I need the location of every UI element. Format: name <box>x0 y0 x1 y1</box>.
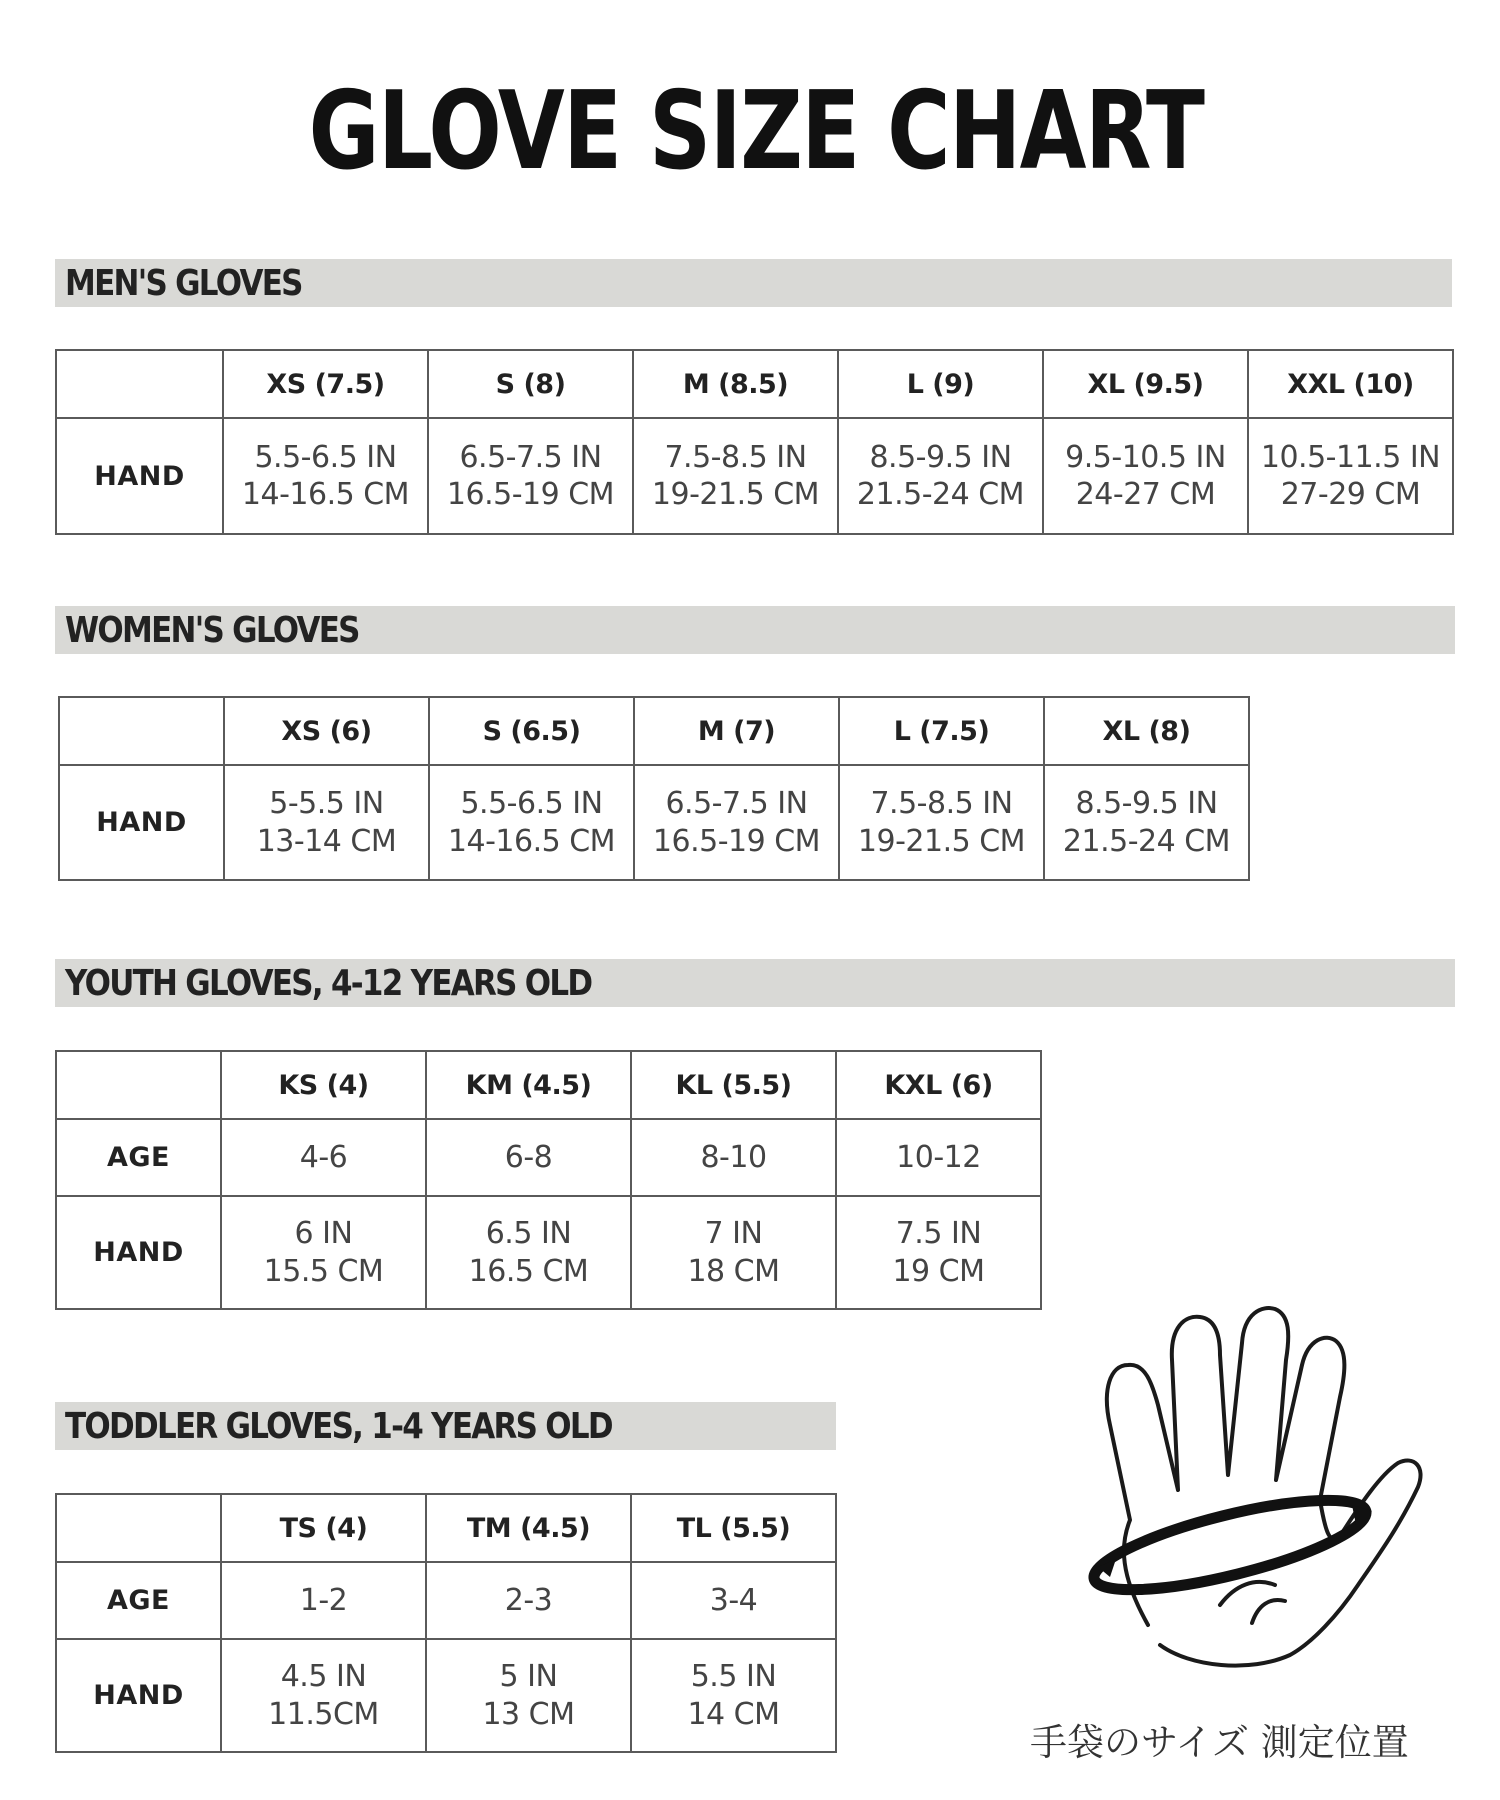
size-value-line: 5.5-6.5 IN <box>254 439 397 475</box>
men-size-table <box>55 349 1454 535</box>
size-value-cell <box>426 1119 631 1196</box>
size-value-line: 13-14 CM <box>256 823 397 859</box>
size-header: L (7.5) <box>839 697 1044 765</box>
size-value-cell <box>426 1639 631 1752</box>
size-value-line: 6.5-7.5 IN <box>459 439 602 475</box>
size-header: KL (5.5) <box>631 1051 836 1119</box>
size-value-line: 6.5 IN <box>485 1216 572 1251</box>
size-value-cell <box>631 1639 836 1752</box>
size-header: L (9) <box>838 350 1043 418</box>
size-value-line: 19-21.5 CM <box>651 477 820 512</box>
size-header: M (7) <box>634 697 839 765</box>
size-value-cell <box>839 765 1044 880</box>
size-value-line: 24-27 CM <box>1075 477 1216 512</box>
table-row <box>56 1562 836 1639</box>
size-value-line: 21.5-24 CM <box>1062 823 1231 859</box>
size-value-line: 5.5 IN <box>690 1659 777 1694</box>
size-value-cell <box>631 1562 836 1639</box>
size-header: M (8.5) <box>633 350 838 418</box>
size-value-line: 7.5 IN <box>895 1216 982 1251</box>
page-title: GLOVE SIZE CHART <box>308 69 1204 194</box>
header-corner-cell <box>56 350 223 418</box>
size-value-line: 16.5-19 CM <box>652 823 821 859</box>
size-value-line: 16.5-19 CM <box>446 477 615 512</box>
size-value-line: 21.5-24 CM <box>856 477 1025 512</box>
size-header: XXL (10) <box>1248 350 1453 418</box>
header-corner-cell <box>59 697 224 765</box>
table-row <box>56 1639 836 1752</box>
section-heading-men <box>55 259 1452 307</box>
row-label: HAND <box>56 1196 221 1309</box>
size-value-line: 4.5 IN <box>280 1659 367 1694</box>
size-value-line: 5 IN <box>499 1659 558 1694</box>
size-header: S (6.5) <box>429 697 634 765</box>
section-heading-women <box>55 606 1455 654</box>
size-value-cell <box>224 765 429 880</box>
size-value-cell <box>633 418 838 534</box>
size-header: TS (4) <box>221 1494 426 1562</box>
size-value-line: 14 CM <box>687 1696 780 1732</box>
size-value-line: 5.5-6.5 IN <box>460 786 603 821</box>
size-value-cell <box>426 1196 631 1309</box>
size-value-cell <box>221 1562 426 1639</box>
illustration-caption: 手袋のサイズ 測定位置 <box>1030 1721 1409 1764</box>
toddler-size-table <box>55 1493 837 1753</box>
size-value-line: 1-2 <box>299 1582 348 1618</box>
size-value-line: 5-5.5 IN <box>269 786 384 821</box>
size-value-line: 14-16.5 CM <box>241 477 410 512</box>
youth-size-table <box>55 1050 1042 1310</box>
size-value-cell <box>1044 765 1249 880</box>
size-header: KS (4) <box>221 1051 426 1119</box>
toddler-heading-text: TODDLER GLOVES, 1-4 YEARS OLD <box>65 1405 612 1447</box>
size-value-cell <box>836 1119 1041 1196</box>
size-value-line: 13 CM <box>482 1696 575 1732</box>
size-value-cell <box>428 418 633 534</box>
size-value-line: 11.5CM <box>268 1696 379 1732</box>
size-value-cell <box>223 418 428 534</box>
size-value-line: 8.5-9.5 IN <box>869 439 1012 475</box>
men-heading-text: MEN'S GLOVES <box>65 262 302 304</box>
size-value-cell <box>1043 418 1248 534</box>
row-label: AGE <box>56 1119 221 1196</box>
size-value-line: 19 CM <box>892 1253 985 1289</box>
size-header: KXL (6) <box>836 1051 1041 1119</box>
size-value-line: 7.5-8.5 IN <box>664 439 807 475</box>
row-label: HAND <box>56 1639 221 1752</box>
size-value-line: 6 IN <box>294 1216 353 1251</box>
size-value-line: 3-4 <box>709 1582 758 1618</box>
size-value-line: 2-3 <box>504 1582 553 1618</box>
size-value-cell <box>838 418 1043 534</box>
size-value-line: 18 CM <box>687 1253 780 1289</box>
size-value-line: 8.5-9.5 IN <box>1075 786 1218 821</box>
size-value-cell <box>221 1639 426 1752</box>
hand-measurement-icon <box>1080 1305 1440 1685</box>
table-header-row <box>56 1051 1041 1119</box>
row-label: HAND <box>59 765 224 880</box>
size-header: XL (8) <box>1044 697 1249 765</box>
size-value-cell <box>631 1119 836 1196</box>
row-label: HAND <box>56 418 223 534</box>
size-value-line: 4-6 <box>299 1139 348 1175</box>
size-value-line: 10-12 <box>896 1139 981 1175</box>
size-value-line: 8-10 <box>700 1139 767 1175</box>
table-header-row <box>56 350 1453 418</box>
table-row <box>56 418 1453 534</box>
table-row <box>56 1196 1041 1309</box>
size-value-cell <box>426 1562 631 1639</box>
women-size-table <box>58 696 1250 881</box>
size-header: TM (4.5) <box>426 1494 631 1562</box>
size-header: XL (9.5) <box>1043 350 1248 418</box>
size-value-cell <box>221 1119 426 1196</box>
section-heading-youth <box>55 959 1455 1007</box>
size-value-cell <box>836 1196 1041 1309</box>
size-header: TL (5.5) <box>631 1494 836 1562</box>
size-value-cell <box>634 765 839 880</box>
size-value-line: 14-16.5 CM <box>447 823 616 859</box>
size-value-line: 9.5-10.5 IN <box>1065 439 1226 475</box>
size-header: S (8) <box>428 350 633 418</box>
size-value-line: 15.5 CM <box>263 1253 384 1289</box>
youth-heading-text: YOUTH GLOVES, 4-12 YEARS OLD <box>65 962 592 1004</box>
size-value-cell <box>429 765 634 880</box>
size-value-cell <box>221 1196 426 1309</box>
size-header: XS (6) <box>224 697 429 765</box>
size-value-line: 16.5 CM <box>468 1253 589 1289</box>
size-value-line: 27-29 CM <box>1280 477 1421 512</box>
row-label: AGE <box>56 1562 221 1639</box>
size-value-cell <box>1248 418 1453 534</box>
size-value-line: 7.5-8.5 IN <box>870 786 1013 821</box>
table-header-row <box>56 1494 836 1562</box>
size-value-cell <box>631 1196 836 1309</box>
size-header: KM (4.5) <box>426 1051 631 1119</box>
table-row <box>59 765 1249 880</box>
women-heading-text: WOMEN'S GLOVES <box>65 609 359 651</box>
section-heading-toddler <box>55 1402 836 1450</box>
size-value-line: 6.5-7.5 IN <box>665 786 808 821</box>
size-value-line: 7 IN <box>704 1216 763 1251</box>
header-corner-cell <box>56 1494 221 1562</box>
table-header-row <box>59 697 1249 765</box>
size-value-line: 10.5-11.5 IN <box>1260 439 1441 475</box>
size-value-line: 6-8 <box>504 1139 553 1175</box>
size-value-line: 19-21.5 CM <box>857 823 1026 859</box>
header-corner-cell <box>56 1051 221 1119</box>
size-header: XS (7.5) <box>223 350 428 418</box>
table-row <box>56 1119 1041 1196</box>
